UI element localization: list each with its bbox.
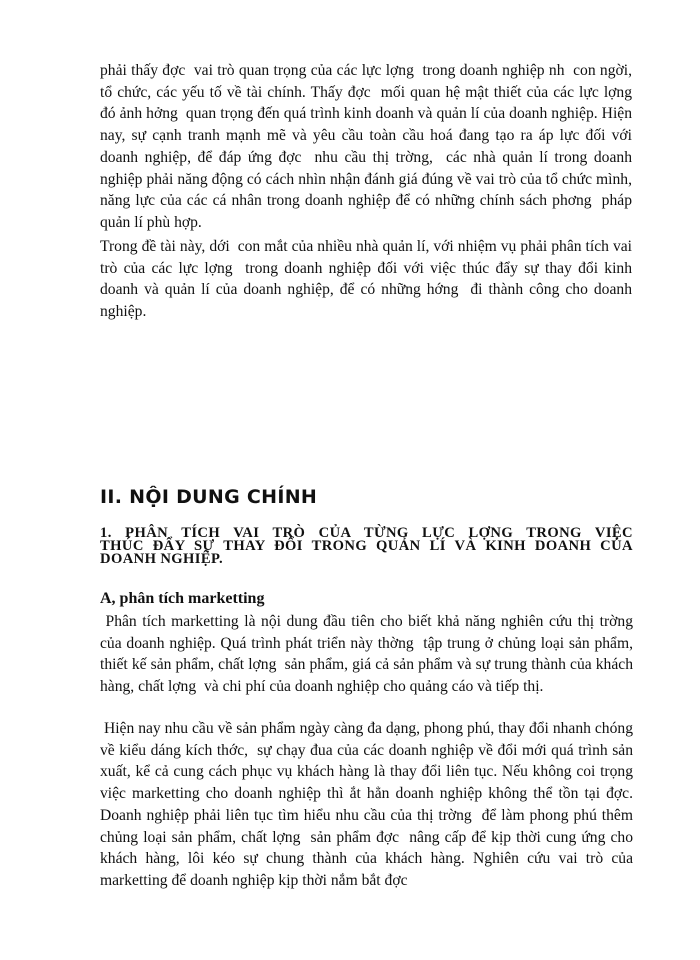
subsection-title: A, phân tích marketting xyxy=(100,590,265,607)
section-heading: II. NỘI DUNG CHÍNH xyxy=(100,486,318,508)
body-paragraph-1: Phân tích marketting là nội dung đầu tiên cho biết khả năng nghiên cứu thị trờng của doanh nghiệp. Quá trình phát triển này thờng tập trung ở chủng loại sản phẩm, thiết kế sản phẩm, chất lợng sản phẩm, giá cả sản phẩm và sự trung thành của khách hàng, chất lợng và chi phí của doanh nghiệp cho quảng cáo và tiếp thị. xyxy=(100,613,641,696)
subsection-heading-line-1: 1. PHÂN TÍCH VAI TRÒ CỦA TỪNG LỰC LỢNG TRONG VIỆC xyxy=(100,525,633,541)
subsection-heading xyxy=(100,527,633,566)
subsection-heading-line-3: DOANH NGHIỆP. xyxy=(100,551,224,567)
subsection-heading-line-2: THÚC ĐẨY SỰ THAY ĐỔI TRONG QUẢN LÍ VÀ KINH DOANH CỦA xyxy=(100,538,633,554)
body-paragraph-2: Hiện nay nhu cầu về sản phẩm ngày càng đa dạng, phong phú, thay đổi nhanh chóng về kiểu dáng kích thớc, sự chạy đua của các doanh nghiệp về đổi mới quá trình sản xuất, kể cả cung cách phục vụ khách hàng là thay đổi liên tục. Nếu không coi trọng việc marketting cho doanh nghiệp thì ắt hẳn doanh nghiệp không thể tồn tại đợc. Doanh nghiệp phải liên tục tìm hiểu nhu cầu của thị trờng để làm phong phú thêm chủng loại sản phẩm, chất lợng sản phẩm đợc nâng cấp để kịp thời cung ứng cho khách hàng, lôi kéo sự chung thành của khách hàng. Nghiên cứu vai trò của marketting để doanh nghiệp kịp thời nắm bắt đợc xyxy=(100,720,641,889)
intro-paragraph-2: Trong đề tài này, dới con mắt của nhiều nhà quản lí, với nhiệm vụ phải phân tích vai trò của các lực lợng trong doanh nghiệp đối với việc thúc đẩy sự thay đổi kinh doanh và quản lí của doanh nghiệp, để có những hớng đi thành công cho doanh nghiệp. xyxy=(100,238,636,321)
intro-paragraph-1: phải thấy đợc vai trò quan trọng của các lực lợng trong doanh nghiệp nh con ngời, tổ chức, các yếu tố về tài chính. Thấy đợc mối quan hệ mật thiết của các lực lợng đó ảnh hởng quan trọng đến quá trình kinh doanh và quản lí của doanh nghiệp. Hiện nay, sự cạnh tranh mạnh mẽ và yêu cầu toàn cầu hoá đang tạo ra áp lực đối với doanh nghiệp, để đáp ứng đợc nhu cầu thị trờng, các nhà quản lí trong doanh nghiệp phải năng động có cách nhìn nhận đánh giá đúng về vai trò của tổ chức mình, năng lực của các cá nhân trong doanh nghiệp để có những chính sách phơng pháp quản lí phù hợp. xyxy=(100,62,640,231)
